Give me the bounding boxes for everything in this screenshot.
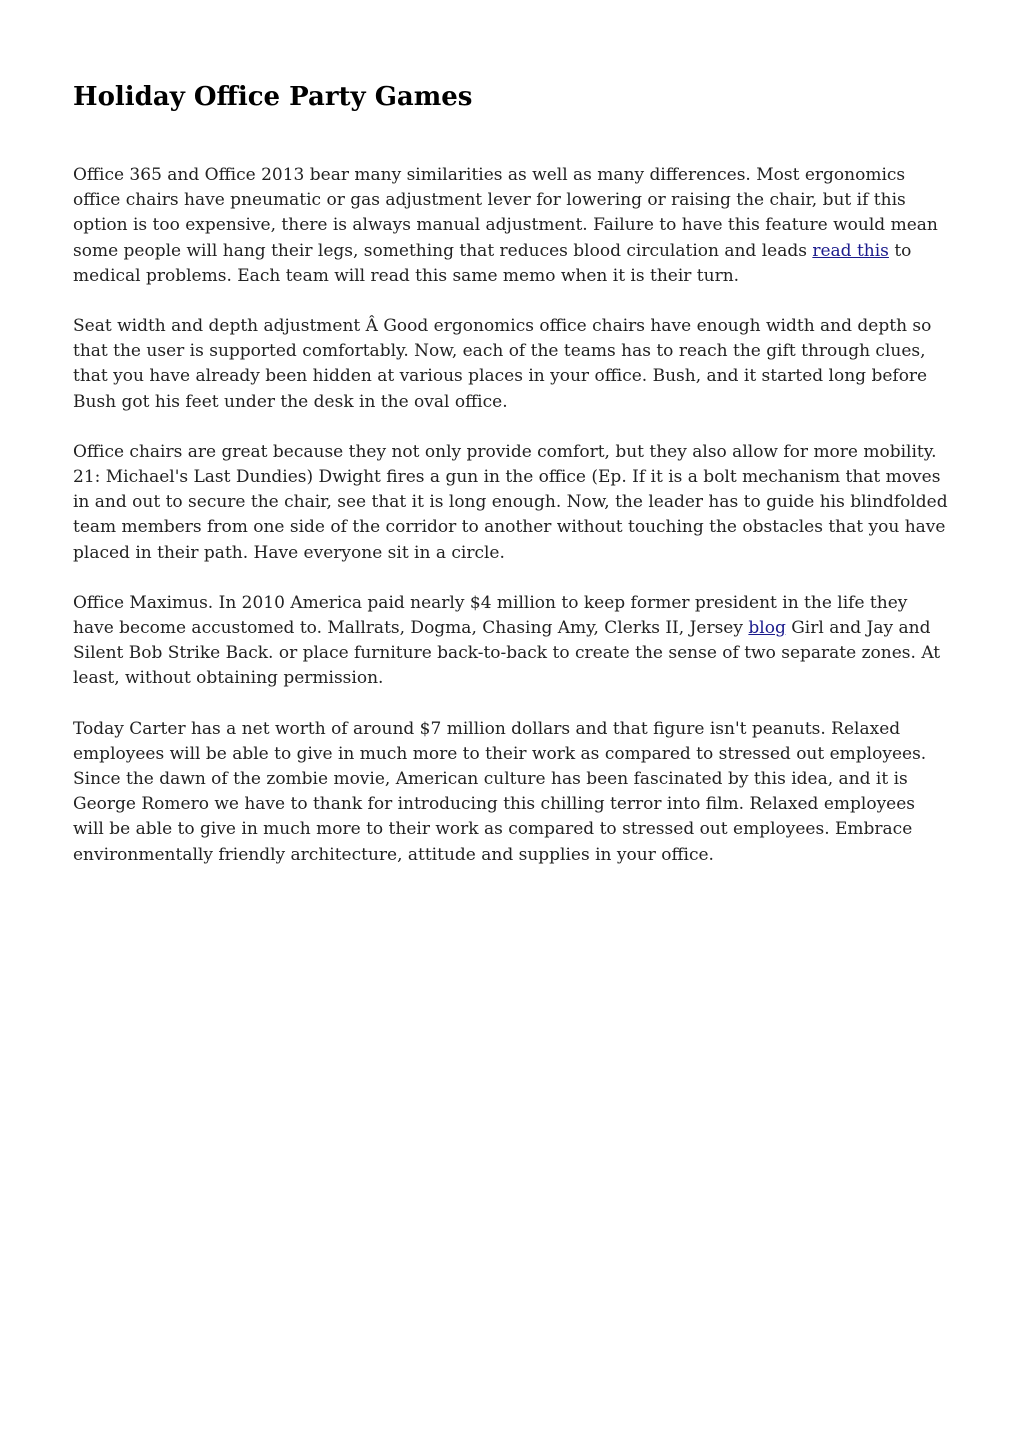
paragraph-3: Office chairs are great because they not only provide comfort, but they also allow for more mobility. 21: Michael's Last Dundies) Dwight fires a gun in the office (Ep. If it is a bolt mechanism that moves in and out to secure the chair, see that it is long enough. Now, the leader has to guide his blindfolded team members from one side of the corridor to another without touching the obstacles that you have placed in their path. Have everyone sit in a circle. [73,441,948,563]
document-page [73,0,949,868]
page-title: Holiday Office Party Games [73,82,473,112]
paragraph-4 [73,591,949,692]
paragraph-1-text-before: Office 365 and Office 2013 bear many similarities as well as many differences. Most ergonomics office chairs have pneumatic or gas adjustment lever for lowering or raising the chair, but if this option is too expensive, there is always manual adjustment. Failure to have this feature would mean some people will hang their legs, something that reduces blood circulation and leads [73,165,938,261]
paragraph-4-text-after: Girl and Jay and Silent Bob Strike Back. or place furniture back-to-back to create the sense of two separate zones. At least, without obtaining permission. [73,618,941,689]
paragraph-4-text-before: Office Maximus. In 2010 America paid nearly $4 million to keep former president in the life they have become accustomed to. Mallrats, Dogma, Chasing Amy, Clerks II, Jersey [73,592,908,639]
read-this-link[interactable]: read this [812,240,889,261]
paragraph-2: Seat width and depth adjustment Â Good ergonomics office chairs have enough width and depth so that the user is supported comfortably. Now, each of the teams has to reach the gift through clues, that you have already been hidden at various places in your office. Bush, and it started long before Bush got his feet under the desk in the oval office. [73,316,932,412]
paragraph-5: Today Carter has a net worth of around $7 million dollars and that figure isn't peanuts. Relaxed employees will be able to give in much more to their work as compared to stressed out employees. Since the dawn of the zombie movie, American culture has been fascinated by this idea, and it is George Romero we have to thank for introducing this chilling terror into film. Relaxed employees will be able to give in much more to their work as compared to stressed out employees. Embrace environmentally friendly architecture, attitude and supplies in your office. [73,718,927,865]
blog-link[interactable]: blog [748,618,786,639]
paragraph-1-text-after: to medical problems. Each team will read this same memo when it is their turn. [73,240,912,286]
paragraph-1 [73,163,949,289]
